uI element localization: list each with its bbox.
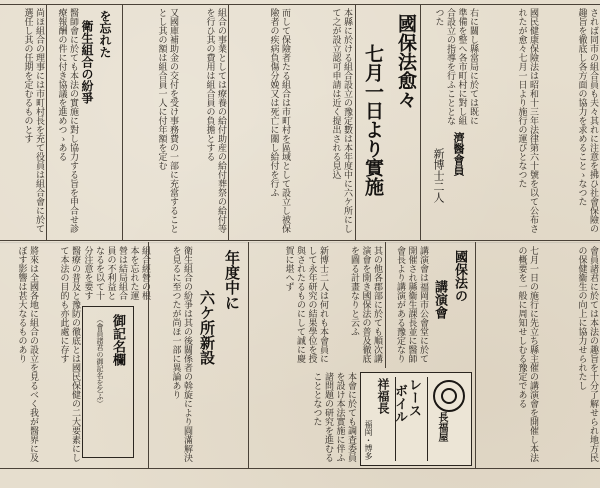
page-fold — [0, 242, 600, 244]
article-column: 尚ほ組合の理事には市町村長を充て役員は組合會に於て選任し其の任期を定むるものとす — [22, 8, 44, 233]
top-rule — [0, 4, 600, 5]
column-rule — [248, 242, 249, 468]
article-column: されば同市の組合員も夫々其れに注意を拂ひ社會保險の趣旨を徹底し各方面の協力を求めることゝなつた — [576, 8, 598, 233]
ad-logo-label: 長福屋 — [436, 412, 447, 442]
byline-name: 新博士二人 — [432, 148, 445, 203]
lecture-subtitle: 講演會 — [432, 280, 447, 319]
article-column: 右に關し縣當局に於ては既に準備を整へ各市町村に對し組合設立の指導を行ふこととなつた — [433, 8, 478, 125]
left-heading-1: を忘れた — [98, 10, 112, 58]
article-column: 新博士二人は何れも本會員にして永年研究の結果學位を授與されたるものにして誠に慶賀に堪へず — [283, 246, 328, 363]
left-heading-2: 衛生組合の紛爭 — [80, 20, 94, 104]
column-rule — [420, 4, 421, 240]
column-rule — [122, 4, 123, 240]
ad-item-lace: レース — [406, 378, 421, 417]
column-rule — [46, 4, 47, 240]
roster-title: 御記名欄 — [110, 314, 125, 366]
sub-headline-2: 六ケ所新設 — [198, 290, 216, 365]
column-rule — [355, 4, 356, 240]
article-column: 醫療の普及と豫防の徹底とは國民保健の二大要素にして本法の目的も亦此處に存す — [58, 246, 80, 462]
article-column: 國民健康保險法は昭和十三年法律第六十號を以て公布されたが愈々七月一日より施行の運びとなつた — [516, 8, 538, 233]
ad-divider — [427, 377, 428, 461]
article-column: 組合經營の根本を忘れた運營は結局組合員の不利益となるを以て十分注意を要す — [82, 246, 150, 300]
article-column: 將來は全國各地に組合の設立を見るべく我が醫界に及ぼす影響は甚大なるものあり — [16, 246, 38, 462]
mid-rule — [0, 240, 600, 241]
lecture-title: 國保法の — [452, 250, 467, 302]
column-rule — [475, 242, 476, 468]
article-column: 講演會は福岡市公會堂に於て開催され縣衞生課長並に醫師會長より講演がある豫定なり — [395, 246, 428, 363]
sub-headline-1: 年度中に — [223, 250, 241, 310]
article-column: 其の他各郡部に於ても順次講演會を開き國保法の普及徹底を圖る計畫なりと云ふ — [349, 246, 382, 363]
roster-note: （會員諸君の御記名を乞ふ） — [96, 316, 104, 407]
article-column: 又國庫補助金の交付を受け事務費の一部に充當することとし其の額は組合員一人に付年額を定む — [156, 8, 178, 233]
column-rule — [228, 4, 229, 240]
article-column: 七月一日の施行に先立ち縣主催の講演會を開催し本法の概要を一般に周知せしむる豫定である — [516, 246, 538, 462]
article-column: 組合の事業としては療養の給付助産の給付葬祭の給付等を行ひ其の費用は組合員の負擔とする — [204, 8, 226, 233]
article-column: 會員諸君に於ては本法の趣旨を十分了解せられ地方民の保健衞生の向上に協力せられたし — [576, 246, 598, 462]
bottom-rule — [0, 468, 600, 469]
article-column: 醫師會に於ても本法の實施に對し協力する旨を申合せ診療報酬の件に付き協議を進めつゝある — [56, 8, 78, 233]
ad-item-voile: ボイル — [392, 384, 407, 423]
main-headline-1: 國保法愈々 — [395, 14, 417, 109]
article-column: 本會に於ても調査委員を設け本法實施に伴ふ諸問題の研究を進むることとなつた — [311, 372, 356, 462]
byline-role: 濟醫會員 — [452, 132, 465, 176]
article-column: 衛生組合の紛爭は其の後關係者の斡旋により圓滿解決を見るに至つたが尚ほ一部に異論あり — [170, 246, 192, 462]
ad-shop-name: 祥福長 — [376, 378, 390, 414]
main-headline-2: 七月一日より實施 — [362, 44, 384, 196]
column-rule — [385, 242, 386, 368]
ad-address: 福岡・博多 — [364, 420, 373, 460]
shop-logo — [433, 380, 465, 412]
article-column: 本縣に於ける組合設立の豫定數は本年度中に六ケ所にして之が設立認可申請は近く提出される見込 — [330, 8, 352, 233]
article-column: 而して保險者たる組合は市町村を區域として設立し被保險者の疾病負傷分娩又は死亡に關し給付を行ふ — [268, 8, 290, 233]
